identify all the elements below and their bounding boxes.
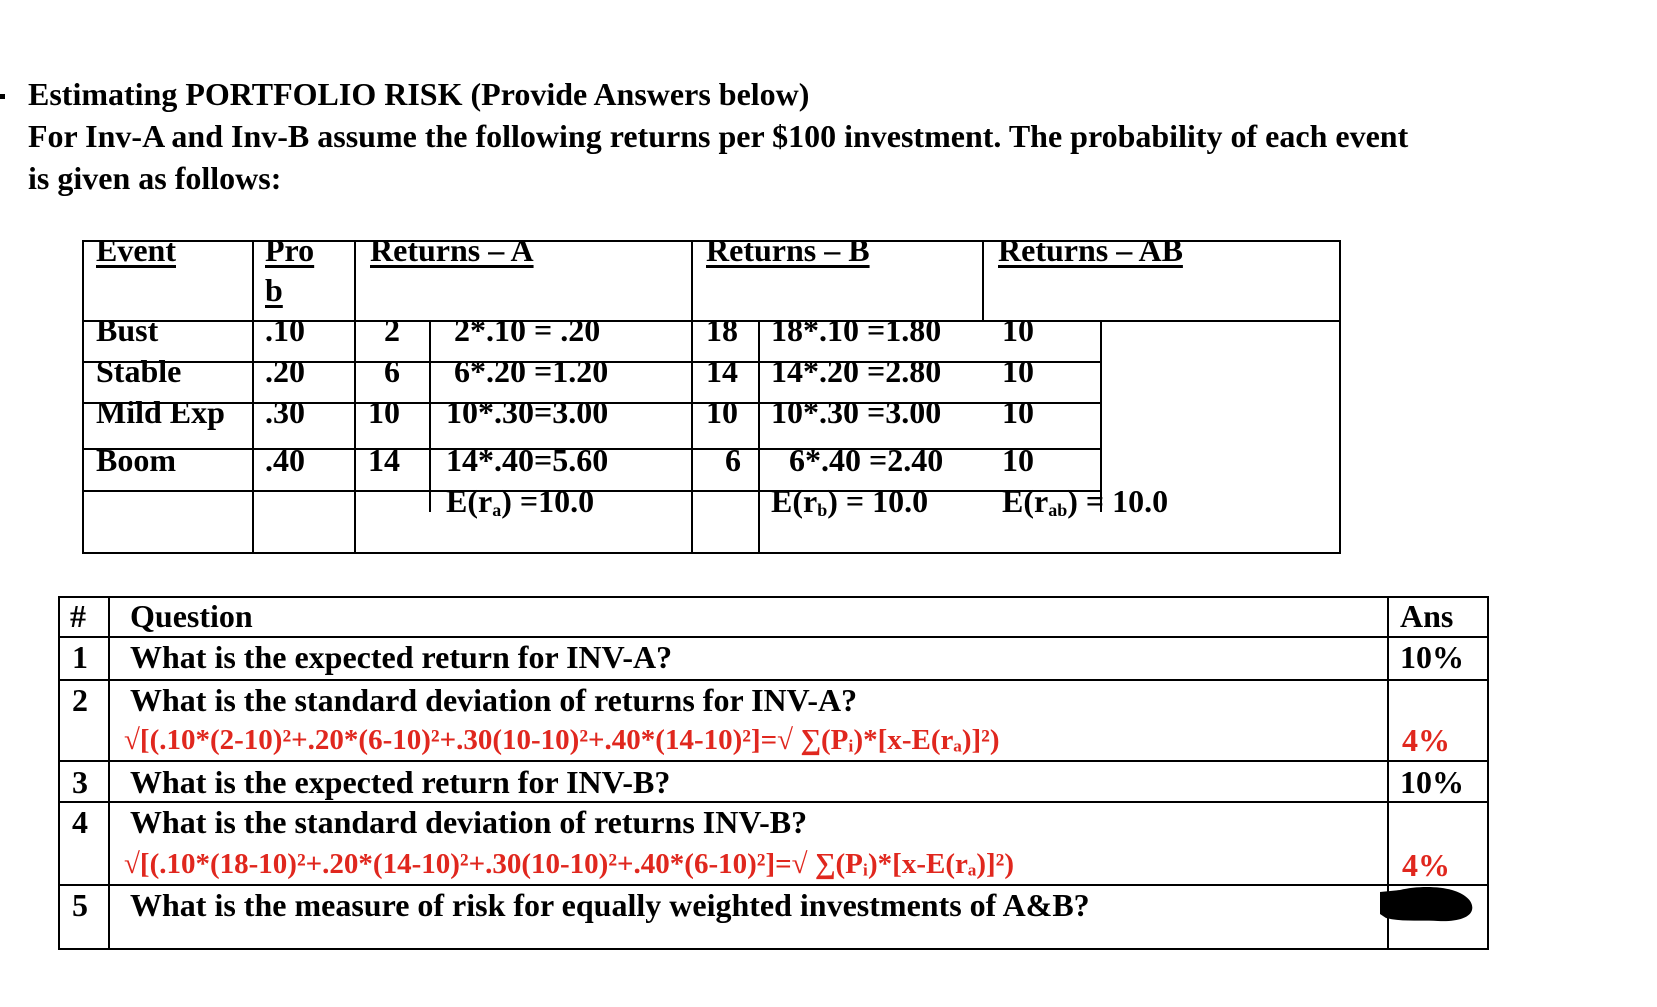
expected-return-a: $E(r_a) =10.0$ [446, 483, 595, 520]
question-number: 2 [72, 682, 88, 718]
row-event: Mild Exp [96, 394, 225, 430]
row-return-b: 18 [706, 312, 738, 348]
question-text: What is the measure of risk for equally weighted investments of A&B? [130, 887, 1090, 923]
row-calc-b: 6*.40 =2.40 [789, 442, 944, 478]
std-dev-formula-b: √[(.10*(18-10)²+.20*(14-10)²+.30(10-10)²+.40*(6-10)²]=√ ∑(Pᵢ)*[x-E(rₐ)]²) [124, 848, 1014, 880]
row-return-b: 14 [706, 353, 738, 389]
question-text: What is the expected return for INV-B? [130, 764, 671, 800]
question-text: What is the expected return for INV-A? [130, 639, 673, 675]
row-calc-a: 14*.40=5.60 [446, 442, 609, 478]
answer-value: 4% [1402, 722, 1450, 758]
answer-value: 4% [1402, 847, 1450, 883]
row-event: Bust [96, 312, 159, 348]
row-return-ab: 10 [1002, 312, 1034, 348]
answer-value: 10% [1400, 639, 1464, 675]
problem-title: Estimating PORTFOLIO RISK (Provide Answers below) [28, 76, 810, 112]
expected-return-ab: $E(r_{ab}) = 10.0$ [1002, 483, 1169, 520]
row-prob: .10 [265, 312, 305, 348]
row-calc-a: 2*.10 = .20 [454, 312, 601, 348]
questions-table [58, 596, 1487, 948]
answer-value: 10% [1400, 764, 1464, 800]
row-event: Stable [96, 353, 182, 389]
row-return-a: 10 [368, 394, 400, 430]
question-number: 1 [72, 639, 88, 675]
row-prob: .40 [265, 442, 305, 478]
row-calc-a: 10*.30=3.00 [446, 394, 609, 430]
header-question: Question [130, 598, 253, 634]
expected-return-b: $E(r_b) = 10.0$ [771, 483, 929, 520]
question-text: What is the standard deviation of returns for INV-A? [130, 682, 858, 718]
header-answer: Ans [1400, 598, 1454, 634]
row-prob: .20 [265, 353, 305, 389]
row-return-ab: 10 [1002, 353, 1034, 389]
header-returns-ab: Returns – AB [998, 232, 1183, 268]
row-return-b: 10 [706, 394, 738, 430]
row-return-ab: 10 [1002, 442, 1034, 478]
header-number: # [70, 598, 86, 634]
returns-table [82, 232, 1339, 552]
question-number: 4 [72, 804, 88, 840]
header-returns-b: Returns – B [706, 232, 870, 268]
header-event: Event [96, 232, 176, 268]
question-text: What is the standard deviation of returns INV-B? [130, 804, 808, 840]
row-calc-b: 10*.30 =3.00 [771, 394, 942, 430]
row-return-a: 6 [384, 353, 400, 389]
row-event: Boom [96, 442, 176, 478]
question-number: 5 [72, 887, 88, 923]
header-prob-cont: b [265, 272, 283, 308]
row-return-ab: 10 [1002, 394, 1034, 430]
header-returns-a: Returns – A [370, 232, 534, 268]
question-number: 3 [72, 764, 88, 800]
problem-description-line2: is given as follows: [28, 160, 282, 196]
redaction-scribble [1376, 884, 1476, 924]
row-return-a: 14 [368, 442, 400, 478]
row-calc-b: 14*.20 =2.80 [771, 353, 942, 389]
std-dev-formula-a: √[(.10*(2-10)²+.20*(6-10)²+.30(10-10)²+.40*(14-10)²]=√ ∑(Pᵢ)*[x-E(rₐ)]²) [124, 724, 1000, 756]
row-prob: .30 [265, 394, 305, 430]
header-prob: Pro [265, 232, 315, 268]
row-return-a: 2 [384, 312, 400, 348]
row-calc-a: 6*.20 =1.20 [454, 353, 609, 389]
row-return-b: 6 [725, 442, 741, 478]
bullet-marker [0, 94, 5, 99]
row-calc-b: 18*.10 =1.80 [771, 312, 942, 348]
problem-description-line1: For Inv-A and Inv-B assume the following returns per $100 investment. The probability of each event [28, 118, 1409, 154]
